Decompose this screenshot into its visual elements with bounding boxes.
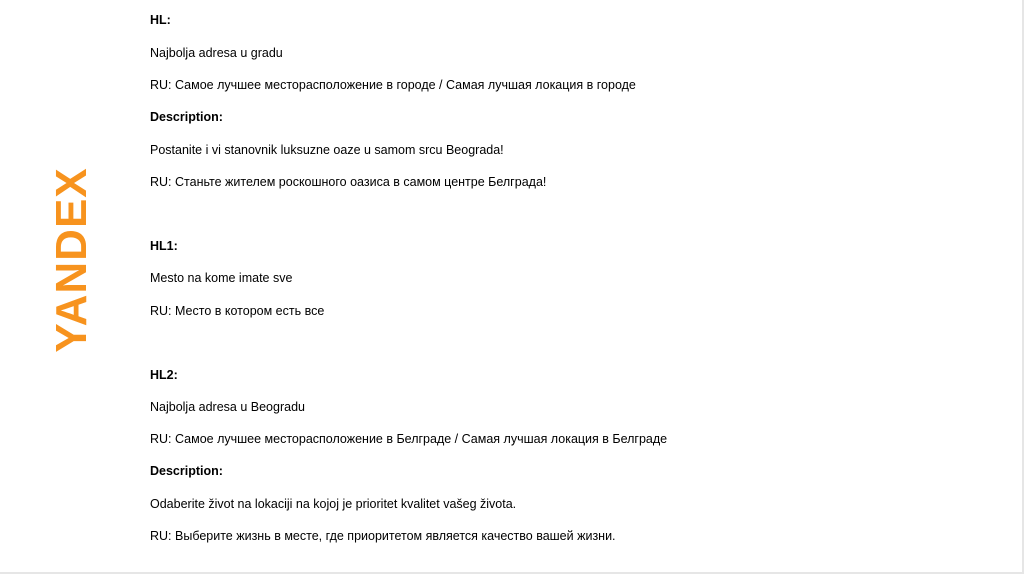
text-line: Najbolja adresa u gradu — [150, 46, 283, 60]
heading-hl1: HL1: — [150, 239, 178, 253]
heading-description: Description: — [150, 464, 223, 478]
yandex-side-label: YANDEX — [47, 167, 96, 353]
text-line: RU: Самое лучшее месторасположение в городе / Самая лучшая локация в городе — [150, 78, 636, 92]
text-line: RU: Выберите жизнь в месте, где приоритетом является качество вашей жизни. — [150, 529, 616, 543]
text-line: Najbolja adresa u Beogradu — [150, 400, 305, 414]
text-line: RU: Станьте жителем роскошного оазиса в самом центре Белграда! — [150, 175, 547, 189]
text-line: RU: Место в котором есть все — [150, 304, 325, 318]
text-line: Odaberite život na lokaciji na kojoj je prioritet kvalitet vašeg života. — [150, 497, 517, 511]
text-line: Mesto na kome imate sve — [150, 271, 293, 285]
heading-description: Description: — [150, 110, 223, 124]
text-line: RU: Самое лучшее месторасположение в Белграде / Самая лучшая локация в Белграде — [150, 432, 668, 446]
heading-hl: HL: — [150, 13, 171, 27]
heading-hl2: HL2: — [150, 368, 178, 382]
text-line: Postanite i vi stanovnik luksuzne oaze u samom srcu Beograda! — [150, 143, 504, 157]
